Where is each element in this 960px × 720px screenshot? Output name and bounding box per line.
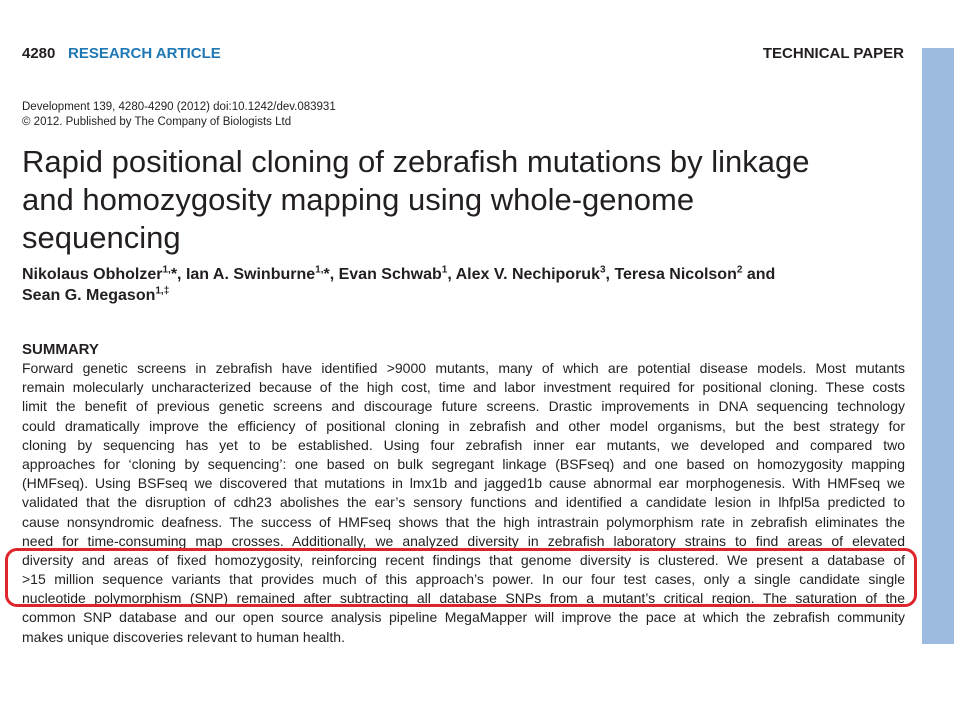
summary-line: (HMFseq). Using BSFseq we discovered that mutations in lmx1b and jagged1b cause abnormal ear morphogenesis. With HMFseq we bbox=[22, 475, 905, 492]
summary-line: remain molecularly uncharacterized because of the high cost, time and labor investment required for positional cloning. These costs bbox=[22, 379, 905, 396]
author-list bbox=[22, 264, 902, 306]
author-name: Evan Schwab bbox=[338, 266, 442, 283]
summary-line: >15 million sequence variants that provides much of this approach’s power. In our four test cases, only a single candidate single bbox=[22, 571, 905, 588]
title-line: and homozygosity mapping using whole-genome bbox=[22, 182, 695, 217]
paper-type-label: TECHNICAL PAPER bbox=[762, 45, 904, 62]
author-name: Ian A. Swinburne bbox=[185, 266, 316, 283]
summary-line: Forward genetic screens in zebrafish have identified >9000 mutants, many of which are potential disease models. Most mutants bbox=[22, 360, 905, 376]
author-mark: * bbox=[323, 266, 330, 283]
title-line: sequencing bbox=[22, 220, 181, 255]
author-affiliation: 3 bbox=[599, 264, 606, 276]
summary-heading: SUMMARY bbox=[22, 341, 99, 358]
author-affiliation: 2 bbox=[736, 264, 743, 276]
citation-line: Development 139, 4280-4290 (2012) doi:10.1242/dev.083931 bbox=[22, 101, 336, 113]
author-line bbox=[22, 285, 902, 306]
summary-line: nucleotide polymorphism (SNP) remained after subtracting all database SNPs from a mutant’s critical region. The saturation of the bbox=[22, 590, 905, 607]
summary-line: cloning by sequencing has yet to be established. Using four zebrafish inner ear mutants, we developed and compared two bbox=[22, 436, 905, 453]
summary-line: common SNP database and our open source analysis pipeline MegaMapper will improve the pace at which the zebrafish community bbox=[22, 609, 905, 626]
page-number: 4280 bbox=[22, 45, 56, 62]
summary-line: approaches for ‘cloning by sequencing’: one based on bulk segregant linkage (BSFseq) and one based on homozygosity mapping bbox=[22, 455, 905, 472]
author-name: Sean G. Megason bbox=[22, 287, 156, 304]
summary-line: cause nonsyndromic deafness. The success of HMFseq shows that the high intrastrain polymorphism rate in zebrafish eliminates the bbox=[22, 513, 905, 530]
author-name: Alex V. Nechiporuk bbox=[455, 266, 600, 283]
author-line: Nikolaus Obholzer$^{1,}$*, Ian A. Swinburne$^{1,}$*, Evan Schwab$^1$, Alex V. Nechiporuk$^3$, Teresa Nicolson$^2$ and bbox=[22, 264, 776, 283]
summary-line: could dramatically improve the efficiency of positional cloning in zebrafish and other model organisms, but the best strategy for bbox=[22, 417, 905, 434]
author-conjunction: and bbox=[746, 266, 776, 283]
summary-body bbox=[22, 359, 905, 647]
citation-block bbox=[22, 100, 336, 130]
author-name: Nikolaus Obholzer bbox=[22, 266, 163, 283]
article-type-label: RESEARCH ARTICLE bbox=[68, 45, 221, 62]
running-header bbox=[22, 45, 904, 67]
title-line: Rapid positional cloning of zebrafish mutations by linkage bbox=[22, 144, 810, 179]
author-mark: * bbox=[170, 266, 178, 283]
summary-line: diversity and areas of fixed homozygosity, reinforcing recent findings that genome diversity is clustered. We present a database of bbox=[22, 551, 905, 568]
summary-line: need for time-consuming map crosses. Additionally, we analyzed diversity in zebrafish laboratory strains to find areas of elevated bbox=[22, 532, 905, 549]
author-name: Teresa Nicolson bbox=[614, 266, 737, 283]
author-affiliation: 1, bbox=[162, 264, 171, 276]
side-color-bar bbox=[922, 48, 954, 644]
summary-line: limit the benefit of previous genetic screens and discourage future screens. Drastic improvements in DNA sequencing technology bbox=[22, 398, 905, 415]
article-title bbox=[22, 143, 902, 257]
author-affiliation: 1,‡ bbox=[155, 285, 170, 297]
author-affiliation: 1, bbox=[315, 264, 324, 276]
author-affiliation: 1 bbox=[441, 264, 448, 276]
copyright-line: © 2012. Published by The Company of Biologists Ltd bbox=[22, 116, 292, 128]
summary-line: makes unique discoveries relevant to human health. bbox=[22, 628, 345, 645]
summary-line: validated that the disruption of cdh23 abolishes the ear’s sensory functions and identified a candidate lesion in lhfpl5a predicted to bbox=[22, 494, 905, 511]
